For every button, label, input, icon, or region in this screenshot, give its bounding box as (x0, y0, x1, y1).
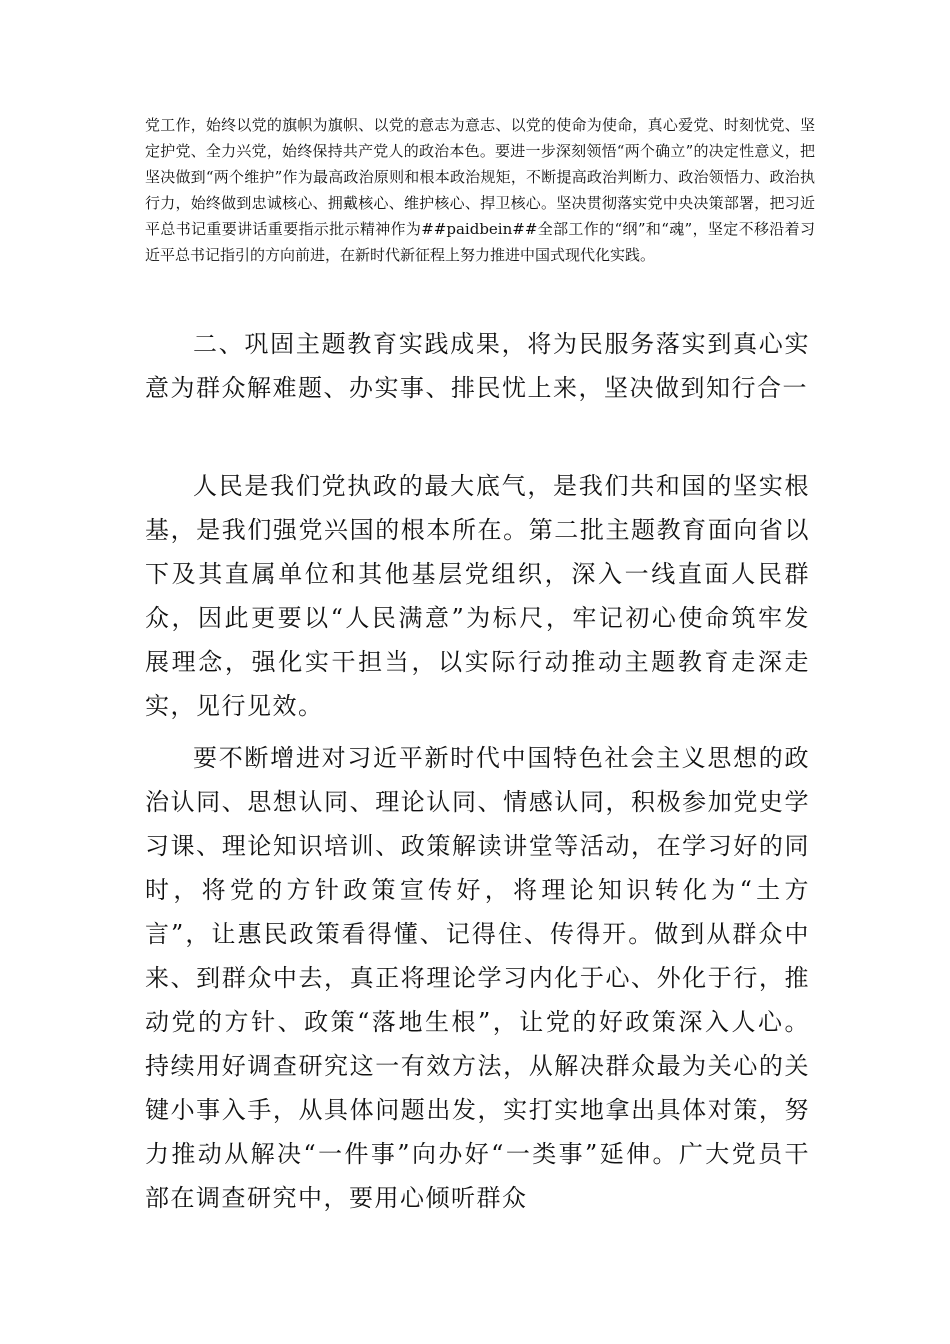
section-heading: 二、巩固主题教育实践成果，将为民服务落实到真心实意为群众解难题、办实事、排民忧上来，坚决做到知行合一 (145, 330, 810, 402)
paragraph-people-foundation: 人民是我们党执政的最大底气，是我们共和国的坚实根基，是我们强党兴国的根本所在。第二批主题教育面向省以下及其直属单位和其他基层党组织，深入一线直面人民群众，因此更要以“人民满意”为标尺，牢记初心使命筑牢发展理念，强化实干担当，以实际行动推动主题教育走深走实，见行见效。 (145, 472, 810, 720)
continued-paragraph: 党工作，始终以党的旗帜为旗帜、以党的意志为意志、以党的使命为使命，真心爱党、时刻忧党、坚定护党、全力兴党，始终保持共产党人的政治本色。要进一步深刻领悟“两个确立”的决定性意义，把坚决做到“两个维护”作为最高政治原则和根本政治规矩，不断提高政治判断力、政治领悟力、政治执行力，始终做到忠诚核心、拥戴核心、维护核心、捍卫核心。坚决贯彻落实党中央决策部署，把习近平总书记重要讲话重要指示批示精神作为##paidbein##全部工作的“纲”和“魂”，坚定不移沿着习近平总书记指引的方向前进，在新时代新征程上努力推进中国式现代化实践。 (145, 116, 815, 264)
paragraph-theory-study: 要不断增进对习近平新时代中国特色社会主义思想的政治认同、思想认同、理论认同、情感认同，积极参加党史学习课、理论知识培训、政策解读讲堂等活动，在学习好的同时，将党的方针政策宣传好，将理论知识转化为“土方言”，让惠民政策看得懂、记得住、传得开。做到从群众中来、到群众中去，真正将理论学习内化于心、外化于行，推动党的方针、政策“落地生根”，让党的好政策深入人心。持续用好调查研究这一有效方法，从解决群众最为关心的关键小事入手，从具体问题出发，实打实地拿出具体对策，努力推动从解决“一件事”向办好“一类事”延伸。广大党员干部在调查研究中，要用心倾听群众 (145, 744, 810, 1212)
